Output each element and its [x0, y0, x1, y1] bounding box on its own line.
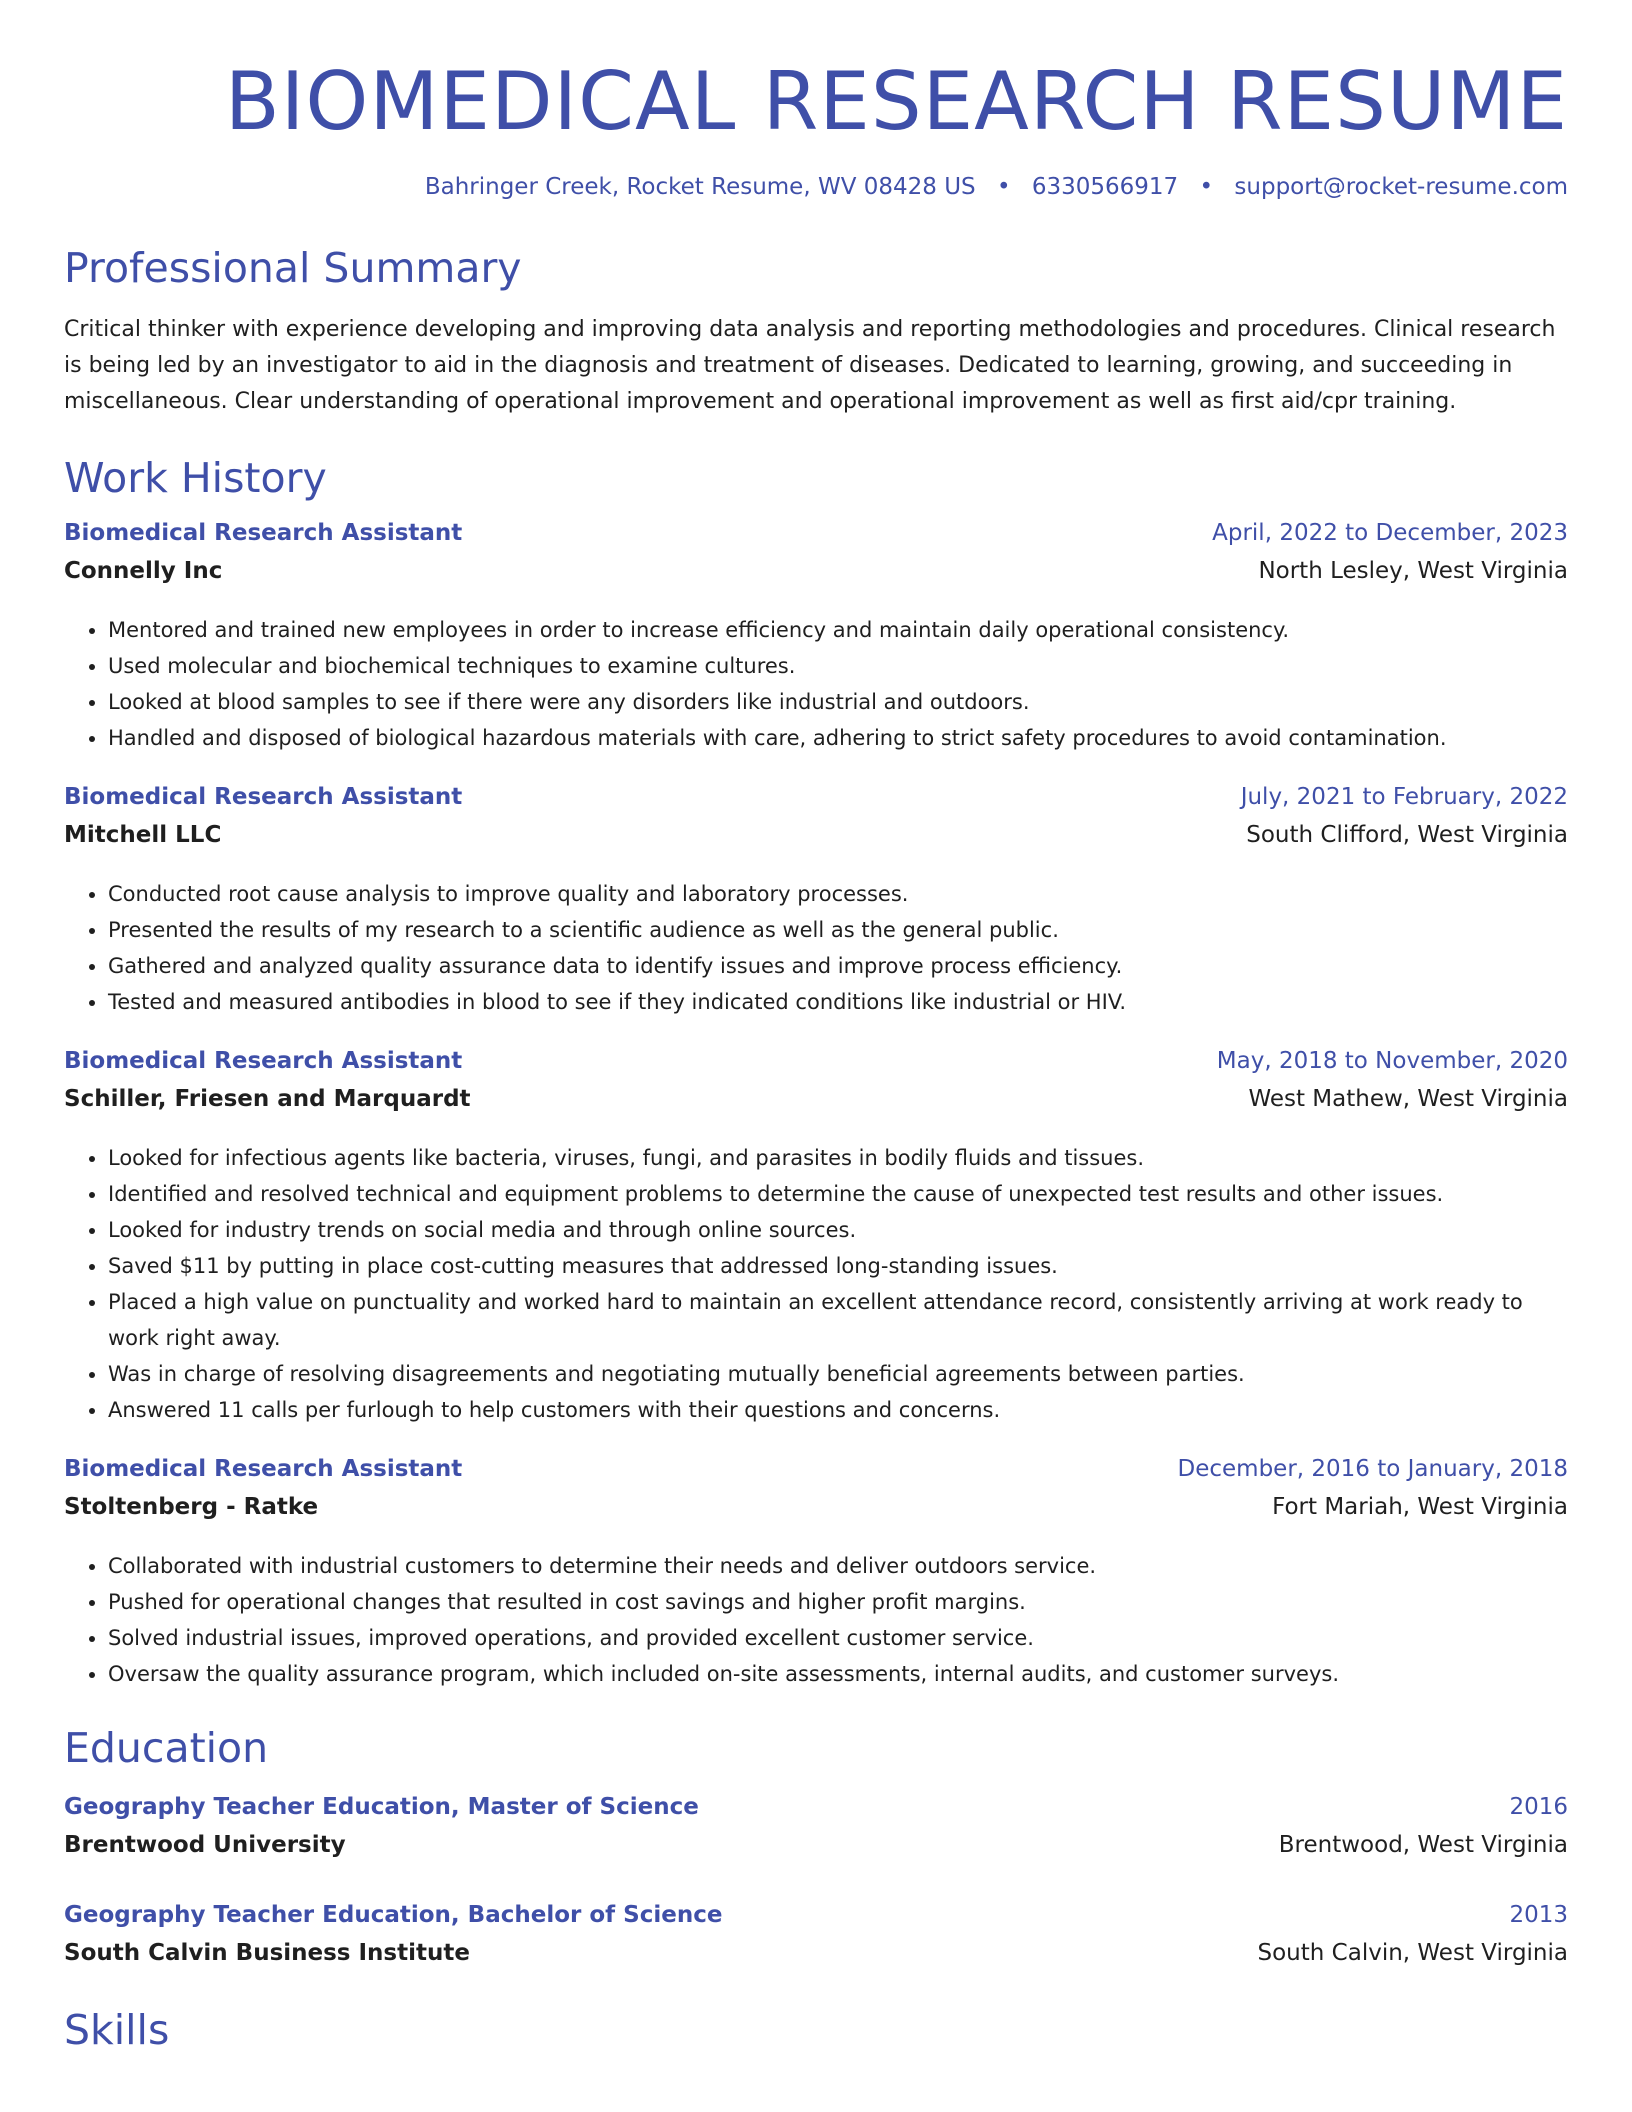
job-bullet: • Solved industrial issues, improved operations, and provided excellent customer service. — [108, 1620, 1568, 1656]
education-section — [64, 1720, 1568, 1980]
job-bullet: • Mentored and trained new employees in order to increase efficiency and maintain daily operational consistency. — [108, 612, 1568, 648]
education-degree: Geography Teacher Education, Bachelor of Science — [64, 1902, 723, 1928]
contact-separator: • — [996, 174, 1011, 200]
education-school: Brentwood University — [64, 1832, 346, 1858]
education-location: Brentwood, West Virginia — [1278, 1832, 1568, 1858]
job-entry — [64, 1048, 1568, 1428]
section-heading-work: Work History — [64, 454, 327, 502]
job-location: West Mathew, West Virginia — [1248, 1086, 1568, 1112]
job-location: Fort Mariah, West Virginia — [1272, 1494, 1568, 1520]
contact-email[interactable]: support@rocket-resume.com — [1234, 174, 1568, 200]
job-company: Mitchell LLC — [64, 822, 222, 848]
job-entry — [64, 520, 1568, 756]
job-bullet: • Looked for industry trends on social media and through online sources. — [108, 1212, 1568, 1248]
job-entry — [64, 784, 1568, 1020]
section-heading-summary: Professional Summary — [64, 244, 522, 292]
skills-section — [64, 2002, 1568, 2058]
job-dates: April, 2022 to December, 2023 — [1212, 520, 1568, 546]
summary-text: Critical thinker with experience developing and improving data analysis and reporting methodologies and procedures. Clinical research is being led by an investigator to aid in the diagnosis and treatment of diseases. Dedicated to learning, growing, and succeeding in miscellaneous. Clear understanding of operational improvement and operational improvement as well as first aid/cpr training. — [64, 317, 1556, 414]
contact-address: Bahringer Creek, Rocket Resume, WV 08428 US — [424, 174, 976, 200]
job-bullet: • Was in charge of resolving disagreements and negotiating mutually beneficial agreements between parties. — [108, 1356, 1568, 1392]
job-bullet: • Handled and disposed of biological hazardous materials with care, adhering to strict safety procedures to avoid contamination. — [108, 720, 1568, 756]
job-bullets — [64, 1140, 1568, 1428]
job-title: Biomedical Research Assistant — [64, 784, 463, 810]
education-school: South Calvin Business Institute — [64, 1940, 470, 1966]
job-dates: July, 2021 to February, 2022 — [1240, 784, 1568, 810]
job-company: Schiller, Friesen and Marquardt — [64, 1086, 471, 1112]
job-bullet: • Saved $11 by putting in place cost-cutting measures that addressed long-standing issues. — [108, 1248, 1568, 1284]
education-year: 2013 — [1509, 1902, 1568, 1928]
job-title: Biomedical Research Assistant — [64, 520, 463, 546]
job-bullet: • Pushed for operational changes that resulted in cost savings and higher profit margins. — [108, 1584, 1568, 1620]
job-title: Biomedical Research Assistant — [64, 1456, 463, 1482]
education-location: South Calvin, West Virginia — [1257, 1940, 1568, 1966]
education-degree: Geography Teacher Education, Master of Science — [64, 1794, 699, 1820]
contact-phone: 6330566917 — [1031, 174, 1179, 200]
job-bullets — [64, 876, 1568, 1020]
job-bullet: • Looked at blood samples to see if there were any disorders like industrial and outdoors. — [108, 684, 1568, 720]
section-heading-education: Education — [64, 1724, 269, 1772]
job-bullet: • Placed a high value on punctuality and worked hard to maintain an excellent attendance record, consistently arriving at work ready to work right away. — [108, 1284, 1568, 1356]
professional-summary-section — [64, 240, 1568, 420]
job-bullet: • Identified and resolved technical and equipment problems to determine the cause of unexpected test results and other issues. — [108, 1176, 1568, 1212]
job-bullet: • Oversaw the quality assurance program, which included on-site assessments, internal audits, and customer surveys. — [108, 1656, 1568, 1692]
job-bullets — [64, 612, 1568, 756]
job-location: South Clifford, West Virginia — [1246, 822, 1568, 848]
section-heading-skills: Skills — [64, 2006, 170, 2054]
job-bullets — [64, 1548, 1568, 1692]
job-bullet: • Looked for infectious agents like bacteria, viruses, fungi, and parasites in bodily fluids and tissues. — [108, 1140, 1568, 1176]
job-title: Biomedical Research Assistant — [64, 1048, 463, 1074]
job-bullet: • Gathered and analyzed quality assurance data to identify issues and improve process efficiency. — [108, 948, 1568, 984]
job-bullet: • Collaborated with industrial customers to determine their needs and deliver outdoors service. — [108, 1548, 1568, 1584]
resume-header — [64, 0, 1568, 200]
job-bullet: • Answered 11 calls per furlough to help customers with their questions and concerns. — [108, 1392, 1568, 1428]
job-bullet: • Conducted root cause analysis to improve quality and laboratory processes. — [108, 876, 1568, 912]
job-company: Stoltenberg - Ratke — [64, 1494, 319, 1520]
job-bullet: • Presented the results of my research to a scientific audience as well as the general public. — [108, 912, 1568, 948]
contact-line — [64, 174, 1568, 200]
job-entry — [64, 1456, 1568, 1692]
contact-separator: • — [1199, 174, 1214, 200]
job-bullet: • Tested and measured antibodies in blood to see if they indicated conditions like industrial or HIV. — [108, 984, 1568, 1020]
job-dates: May, 2018 to November, 2020 — [1216, 1048, 1568, 1074]
job-dates: December, 2016 to January, 2018 — [1177, 1456, 1568, 1482]
resume-title: BIOMEDICAL RESEARCH RESUME — [224, 55, 1568, 148]
job-company: Connelly Inc — [64, 558, 223, 584]
job-location: North Lesley, West Virginia — [1258, 558, 1568, 584]
education-entry — [64, 1794, 1568, 1872]
education-entry — [64, 1902, 1568, 1980]
work-history-section — [64, 450, 1568, 1692]
education-year: 2016 — [1509, 1794, 1568, 1820]
job-bullet: • Used molecular and biochemical techniques to examine cultures. — [108, 648, 1568, 684]
